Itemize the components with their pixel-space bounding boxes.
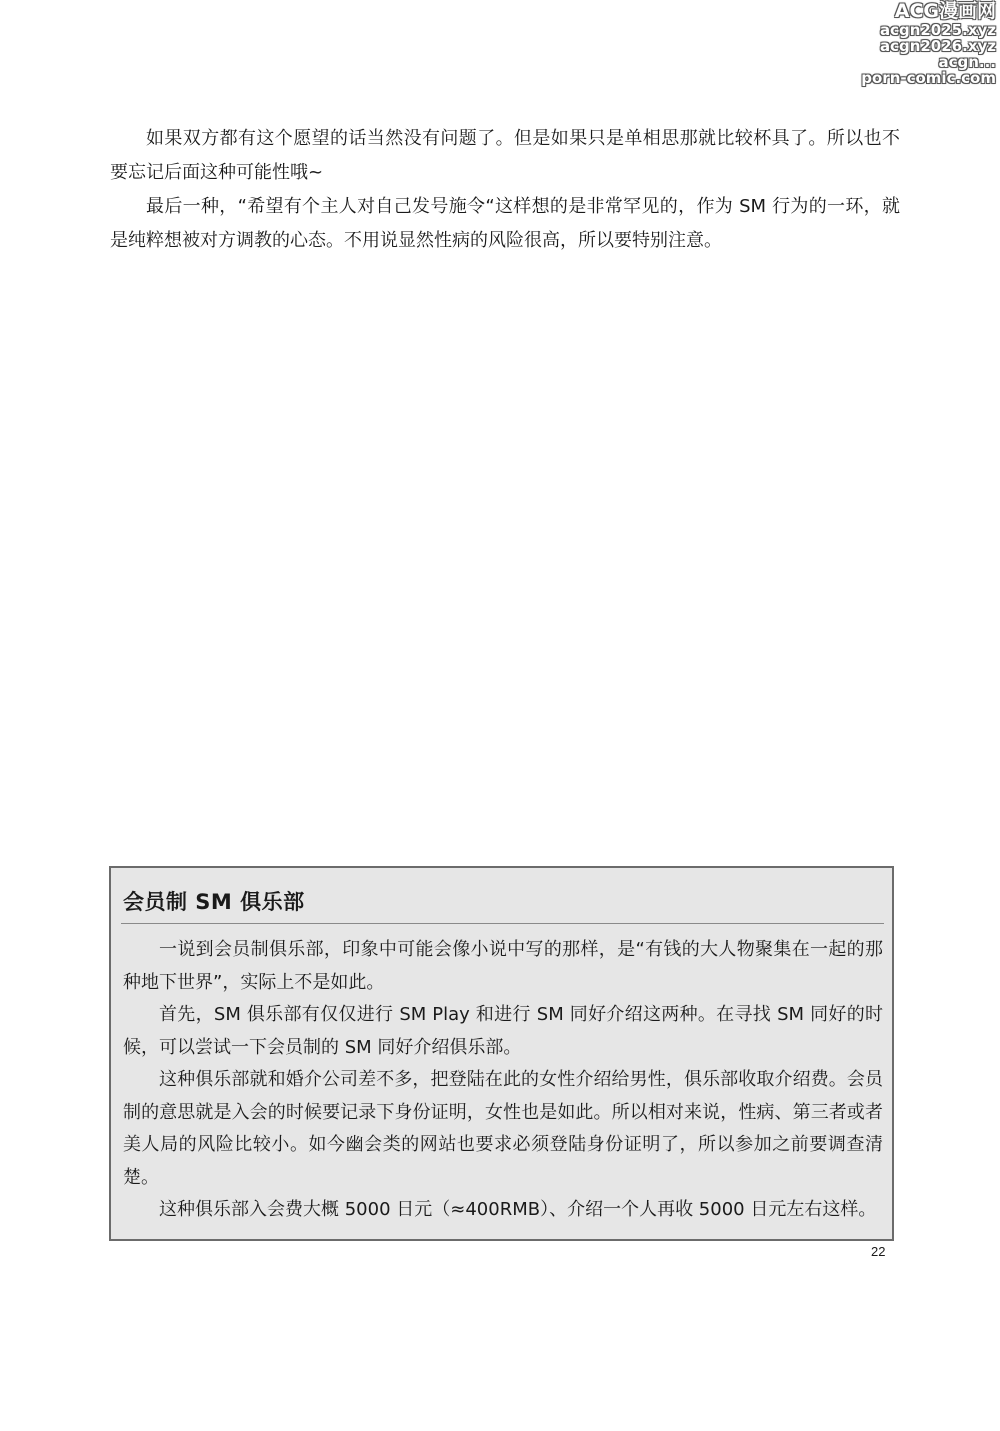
sidebar-box-title: 会员制 SM 俱乐部	[123, 890, 305, 914]
sidebar-box-body	[123, 934, 883, 1227]
watermark	[856, 2, 996, 86]
watermark-line: porn-comic.com	[861, 69, 996, 87]
body-paragraph: 最后一种，“希望有个主人对自己发号施令“这样想的是非常罕见的，作为 SM 行为的一环，就是纯粹想被对方调教的心态。不用说显然性病的风险很高，所以要特别注意。	[110, 196, 900, 251]
page-number: 22	[871, 1244, 886, 1259]
sidebar-box-divider	[121, 923, 884, 924]
watermark-line: acgn2026.xyz	[879, 37, 996, 55]
sidebar-paragraph: 这种俱乐部入会费大概 5000 日元（≈400RMB）、介绍一个人再收 5000 日元左右这样。	[159, 1199, 877, 1220]
sidebar-paragraph: 一说到会员制俱乐部，印象中可能会像小说中写的那样，是“有钱的大人物聚集在一起的那种地下世界”，实际上不是如此。	[123, 939, 883, 993]
sidebar-box	[109, 866, 894, 1241]
watermark-line: acgn2025.xyz	[879, 21, 996, 39]
watermark-line: ACG漫画网	[894, 0, 996, 22]
sidebar-paragraph: 首先，SM 俱乐部有仅仅进行 SM Play 和进行 SM 同好介绍这两种。在寻找 SM 同好的时候，可以尝试一下会员制的 SM 同好介绍俱乐部。	[123, 1004, 883, 1058]
sidebar-paragraph: 这种俱乐部就和婚介公司差不多，把登陆在此的女性介绍给男性，俱乐部收取介绍费。会员制的意思就是入会的时候要记录下身份证明，女性也是如此。所以相对来说，性病、第三者或者美人局的风险比较小。如今幽会类的网站也要求必须登陆身份证明了，所以参加之前要调查清楚。	[123, 1069, 883, 1188]
watermark-line: acgn...	[938, 53, 996, 71]
body-text	[110, 122, 900, 258]
body-paragraph: 如果双方都有这个愿望的话当然没有问题了。但是如果只是单相思那就比较杯具了。所以也不要忘记后面这种可能性哦~	[110, 128, 900, 183]
